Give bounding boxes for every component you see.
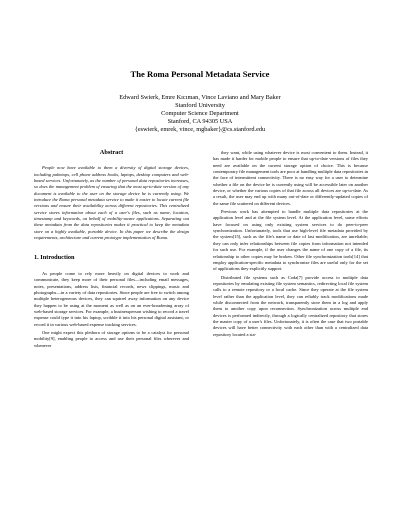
author-emails: {eswierk, emrek, vince, mgbaker}@cs.stanford.edu bbox=[134, 126, 266, 134]
affiliation-department: Computer Science Department bbox=[161, 110, 239, 118]
author-names: Edward Swierk, Emre Kıcıman, Vince Laviano and Mary Baker bbox=[119, 94, 281, 101]
intro-paragraph: One might expect this plethora of storage options to be a catalyst for personal mobility[9], enabling people to access and use their personal files wherever and whenever bbox=[34, 329, 189, 348]
paper-title: The Roma Personal Metadata Service bbox=[130, 69, 270, 79]
abstract-text: People now have available to them a diversity of digital storage devices, including palmtops, cell phone address books, laptops, desktop computers and web-based services. Unfortunately, as the number of personal data repositories increases, so does the management problem of ensuring that the most up-to-date version of any document is available to the user on the storage device he is currently using. We introduce the Roma personal metadata service to make it easier to locate current file versions and ensure their availability across different repositories. This centralized service stores information about each of a user's files, such as name, location, timestamp and keywords, on behalf of mobility-aware applications. Separating out these metadata from the data repositories makes it practical to keep the metadata store on a highly available, portable device. In this paper we describe the design requirements, architecture and current prototype implementation of Roma. bbox=[34, 165, 189, 241]
introduction-heading: 1. Introduction bbox=[34, 254, 75, 262]
intro-paragraph: As people come to rely more heavily on digital devices to work and communicate, they keep more of their personal files—including email messages, notes, presentations, address lists, financial records, news clippings, music and photographs—in a variety of data repositories. Since people are free to switch among multiple heterogeneous devices, they can squirrel away information on any device they happen to be using at the moment as well as on an ever-broadening array of web-based storage services. For example, a businessperson wishing to record a travel expense could type it into his laptop, scribble it into his personal digital assistant, or record it in various web-based expense tracking services. bbox=[34, 270, 189, 327]
author-block bbox=[0, 94, 400, 134]
affiliation-address: Stanford, CA 94305 USA bbox=[167, 118, 233, 126]
left-column bbox=[34, 150, 189, 349]
right-column bbox=[213, 150, 368, 338]
abstract-heading: Abstract bbox=[99, 149, 124, 156]
affiliation-university: Stanford University bbox=[175, 102, 225, 110]
body-paragraph: they want, while using whatever device is most convenient to them. Instead, it has made it harder for mobile people to ensure that up-to-date versions of files they need are available on the current storage option of choice. This is because contemporary file management tools are poor at handling multiple data repositories in the face of intermittent connectivity. There is no easy way for a user to determine whether a file on the device he is currently using will be accessible later on another device, or whether the various copies of that file across all devices are up-to-date. As a result, the user may end up with many out-of-date or differently-updated copies of the same file scattered on different devices. bbox=[213, 150, 368, 206]
body-paragraph: Previous work has attempted to handle multiple data repositories at the application level and at the file system level. At the application level, some efforts have focused on using only existing system services to do peer-to-peer synchronization. Unfortunately, tools that use high-level file metadata provided by the system[15], such as the file's name or date of last modification, are unreliable; they can only infer relationships between file copies from information not intended for such use. For example, if the user changes the name of one copy of a file, its relationship to other copies may be broken. Other file synchronization tools[14] that employ application-specific metadata to synchronize files are useful only for the set of applications they explicitly support. bbox=[213, 209, 368, 272]
body-paragraph: Distributed file systems such as Coda[7] provide access to multiple data repositories by emulating existing file system semantics, redirecting local file system calls to a remote repository or a local cache. Since they operate at the file system level rather than the application level, they can reliably track modifications made while disconnected from the network, transparently store them in a log and apply them to another copy upon reconnection. Synchronization across multiple end devices is performed indirectly, through a logically centralized repository that stores the master copy of a user's files. Unfortunately, it is often the case that two portable devices will have better connectivity with each other than with a centralized data repository located a sta- bbox=[213, 274, 368, 337]
